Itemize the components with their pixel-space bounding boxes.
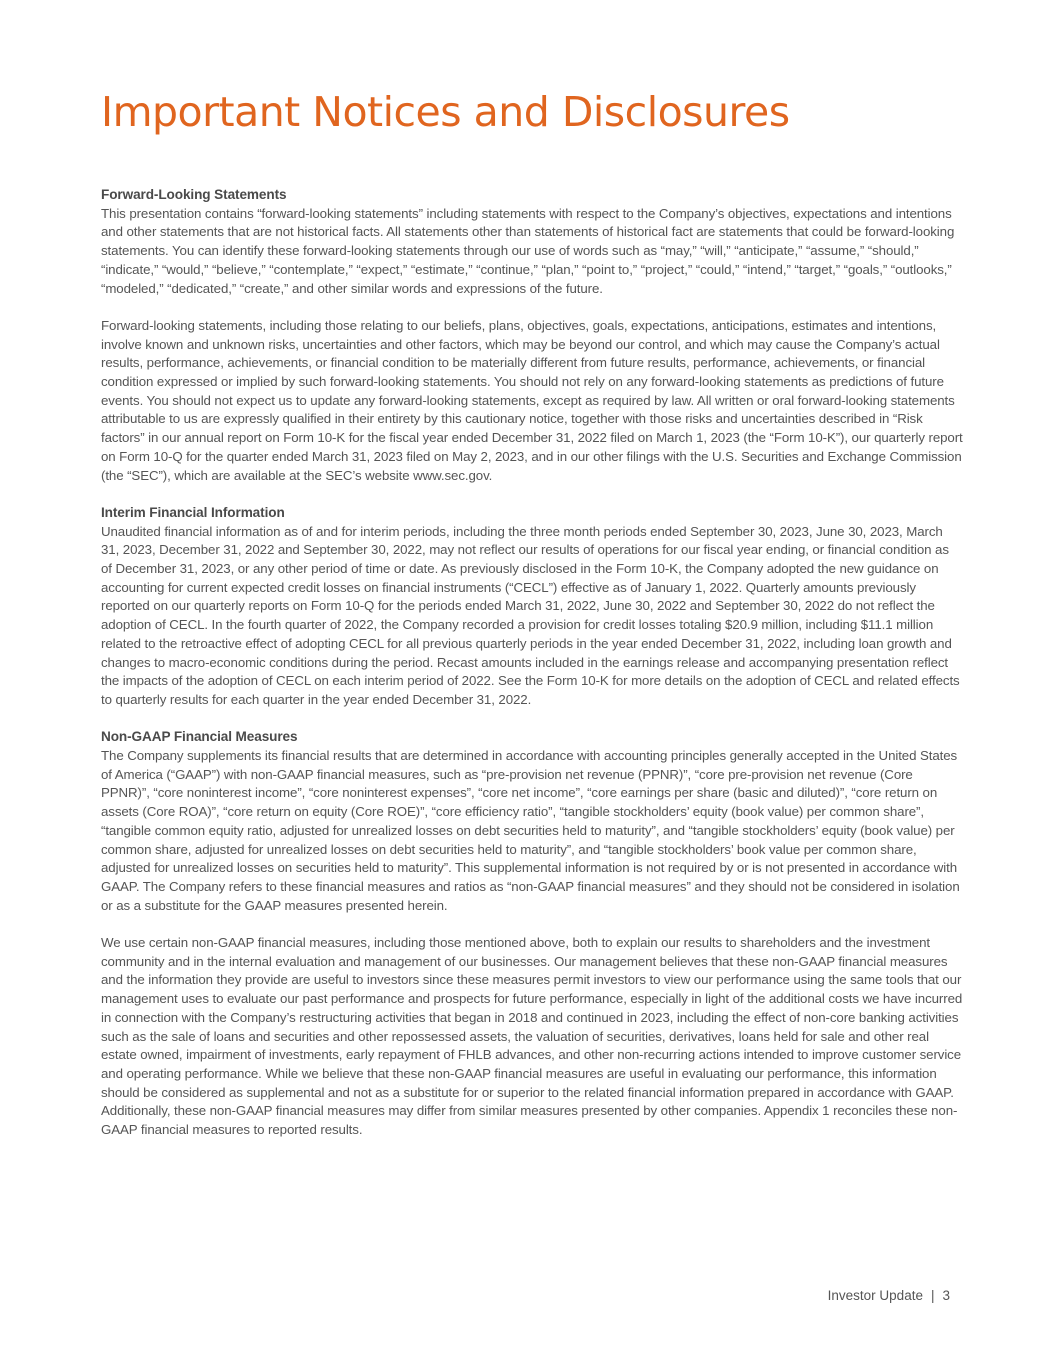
page-number: 3 (942, 1288, 950, 1303)
non-gaap-section (101, 728, 963, 1139)
forward-looking-paragraph-2: Forward-looking statements, including those relating to our beliefs, plans, objectives, goals, expectations, anticipations, estimates and intentions, involve known and unknown risks, uncertainties and other factors, which may be beyond our control, and which may cause the Company’s actual results, performance, achievements, or financial condition to be materially different from future results, performance, achievements, or financial condition expressed or implied by such forward-looking statements. You should not rely on any forward-looking statements as predictions of future events. You should not expect us to update any forward-looking statements, except as required by law. All written or oral forward-looking statements attributable to us are expressly qualified in their entirety by this cautionary notice, together with those risks and uncertainties described in “Risk factors” in our annual report on Form 10-K for the fiscal year ended December 31, 2022 filed on March 1, 2023 (the “Form 10-K”), our quarterly report on Form 10-Q for the quarter ended March 31, 2023 filed on May 2, 2023, and in our other filings with the U.S. Securities and Exchange Commission (the “SEC”), which are available at the SEC’s website www.sec.gov. (101, 317, 963, 483)
interim-financial-section (101, 504, 963, 710)
non-gaap-paragraph-2: We use certain non-GAAP financial measures, including those mentioned above, both to explain our results to shareholders and the investment community and in the internal evaluation and management of our businesses. Our management believes that these non-GAAP financial measures and the information they provide are useful to investors since these measures permit investors to view our performance using the same tools that our management uses to evaluate our past performance and prospects for future performance, especially in light of the additional costs we have incurred in connection with the Company’s restructuring activities that began in 2018 and continued in 2023, including the effect of non-core banking activities such as the sale of loans and securities and other repossessed assets, the valuation of securities, derivatives, loans held for sale and other real estate owned, impairment of investments, early repayment of FHLB advances, and other non-recurring actions intended to improve customer service and operating performance. While we believe that these non-GAAP financial measures are useful in evaluating our performance, this information should be considered as supplemental and not as a substitute for or superior to the related financial information prepared in accordance with GAAP. Additionally, these non-GAAP financial measures may differ from similar measures presented by other companies. Appendix 1 reconciles these non-GAAP financial measures to reported results. (101, 935, 963, 1138)
disclosures-body (101, 186, 963, 1158)
non-gaap-paragraph-1: The Company supplements its financial results that are determined in accordance with accounting principles generally accepted in the United States of America (“GAAP”) with non-GAAP financial measures, such as “pre-provision net revenue (PPNR)”, “core pre-provision net revenue (Core PPNR)”, “core noninterest income”, “core noninterest expenses”, “core net income”, “core earnings per share (basic and diluted)”, “core return on assets (Core ROA)”, “core return on equity (Core ROE)”, “core efficiency ratio”, “tangible stockholders’ equity (book value) per common share”, “tangible common equity ratio, adjusted for unrealized losses on debt securities held to maturity”, and “tangible stockholders’ equity (book value) per common share, adjusted for unrealized losses on debt securities held to maturity”, and “tangible stockholders’ book value per common share, adjusted for unrealized losses on securities held to maturity”. This supplemental information is not required by or is not presented in accordance with GAAP. The Company refers to these financial measures and ratios as “non-GAAP financial measures” and they should not be considered in isolation or as a substitute for the GAAP measures presented herein. (101, 748, 960, 913)
forward-looking-heading: Forward-Looking Statements (101, 187, 287, 202)
footer-label: Investor Update (827, 1288, 923, 1303)
footer-separator: | (930, 1288, 935, 1303)
non-gaap-heading: Non-GAAP Financial Measures (101, 729, 298, 745)
interim-financial-heading: Interim Financial Information (101, 504, 285, 520)
interim-financial-paragraph: Unaudited financial information as of and for interim periods, including the three month periods ended September 30, 2023, June 30, 2023, March 31, 2023, December 31, 2022 and September 30, 2022, may not reflect our results of operations for our fiscal year ending, or financial condition as of December 31, 2023, or any other period of time or date. As previously disclosed in the Form 10-K, the Company adopted the new guidance on accounting for current expected credit losses on financial instruments (“CECL”) effective as of January 1, 2022. Quarterly amounts previously reported on our quarterly reports on Form 10-Q for the periods ended March 31, 2022, June 30, 2022 and September 30, 2022 do not reflect the adoption of CECL. In the fourth quarter of 2022, the Company recorded a provision for credit losses totaling $20.9 million, including $11.1 million related to the retroactive effect of adopting CECL for all previous quarterly periods in the year ended December 31, 2022, including loan growth and changes to macro-economic conditions during the period. Recast amounts included in the earnings release and accompanying presentation reflect the impacts of the adoption of CECL on each interim period of 2022. See the Form 10-K for more details on the adoption of CECL and related effects to quarterly results for each quarter in the year ended December 31, 2022. (101, 523, 960, 707)
page-title: Important Notices and Disclosures (101, 88, 790, 136)
forward-looking-paragraph-1: This presentation contains “forward-looking statements” including statements with respect to the Company’s objectives, expectations and intentions and other statements that are not historical facts. All statements other than statements of historical fact are statements that could be forward-looking statements. You can identify these forward-looking statements through our use of words such as “may,” “will,” “anticipate,” “assume,” “should,” “indicate,” “would,” “believe,” “contemplate,” “expect,” “estimate,” “continue,” “plan,” “point to,” “project,” “could,” “intend,” “target,” “goals,” “outlooks,” “modeled,” “dedicated,” “create,” and other similar words and expressions of the future. (101, 205, 955, 296)
forward-looking-section (101, 186, 963, 485)
page-footer (828, 1288, 950, 1303)
